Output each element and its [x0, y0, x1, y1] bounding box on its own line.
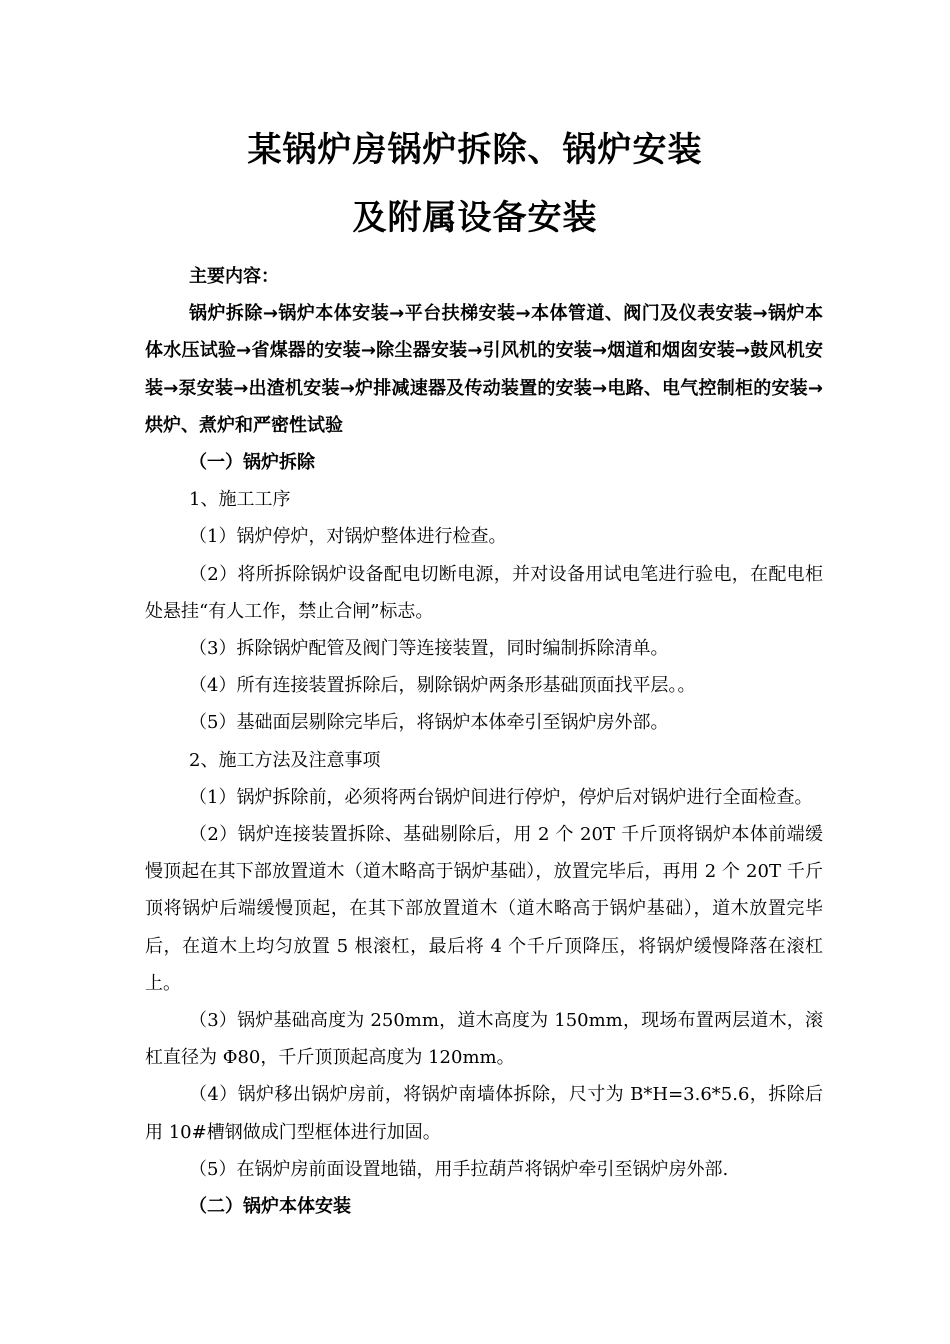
list-item: （1）锅炉停炉，对锅炉整体进行检查。	[189, 526, 507, 548]
section1-sub1-heading: 1、施工工序	[189, 489, 291, 511]
list-item: （4）锅炉移出锅炉房前，将锅炉南墙体拆除，尺寸为 B*H=3.6*5.6，拆除后用 10#槽钢做成门型框体进行加固。	[145, 1084, 823, 1143]
list-item: （5）基础面层剔除完毕后，将锅炉本体牵引至锅炉房外部。	[189, 712, 669, 734]
list-item: （3）锅炉基础高度为 250mm，道木高度为 150mm，现场布置两层道木，滚杠直径为 Φ80，千斤顶顶起高度为 120mm。	[145, 1010, 823, 1069]
document-body	[145, 258, 823, 1225]
section2-heading: （二）锅炉本体安装	[189, 1196, 351, 1218]
section1-sub2-heading: 2、施工方法及注意事项	[189, 749, 381, 771]
process-flow-paragraph: 锅炉拆除→锅炉本体安装→平台扶梯安装→本体管道、阀门及仪表安装→锅炉本体水压试验→省煤器的安装→除尘器安装→引风机的安装→烟道和烟囱安装→鼓风机安装→泵安装→出渣机安装→炉排减速器及传动装置的安装→电路、电气控制柜的安装→烘炉、煮炉和严密性试验	[145, 303, 823, 436]
list-item: （1）锅炉拆除前，必须将两台锅炉间进行停炉，停炉后对锅炉进行全面检查。	[189, 786, 813, 808]
document-title-line1: 某锅炉房锅炉拆除、锅炉安装	[247, 130, 703, 170]
list-item: （3）拆除锅炉配管及阀门等连接装置，同时编制拆除清单。	[189, 638, 669, 660]
document-title-line2: 及附属设备安装	[352, 198, 598, 238]
list-item: （2）锅炉连接装置拆除、基础剔除后，用 2 个 20T 千斤顶将锅炉本体前端缓慢顶起在其下部放置道木（道木略高于锅炉基础），放置完毕后，再用 2 个 20T 千斤顶将锅炉后端缓慢顶起，在其下部放置道木（道木略高于锅炉基础），道木放置完毕后，在道木上均匀放置 5 根滚杠，最后将 4 个千斤顶降压，将锅炉缓慢降落在滚杠上。	[145, 824, 823, 994]
main-content-label: 主要内容：	[189, 266, 279, 287]
list-item: （2）将所拆除锅炉设备配电切断电源，并对设备用试电笔进行验电，在配电柜处悬挂“有人工作，禁止合闸”标志。	[145, 563, 823, 622]
section1-heading: （一）锅炉拆除	[189, 452, 315, 474]
list-item: （4）所有连接装置拆除后，剔除锅炉两条形基础顶面找平层。。	[189, 675, 696, 697]
list-item: （5）在锅炉房前面设置地锚，用手拉葫芦将锅炉牵引至锅炉房外部.	[189, 1158, 729, 1180]
